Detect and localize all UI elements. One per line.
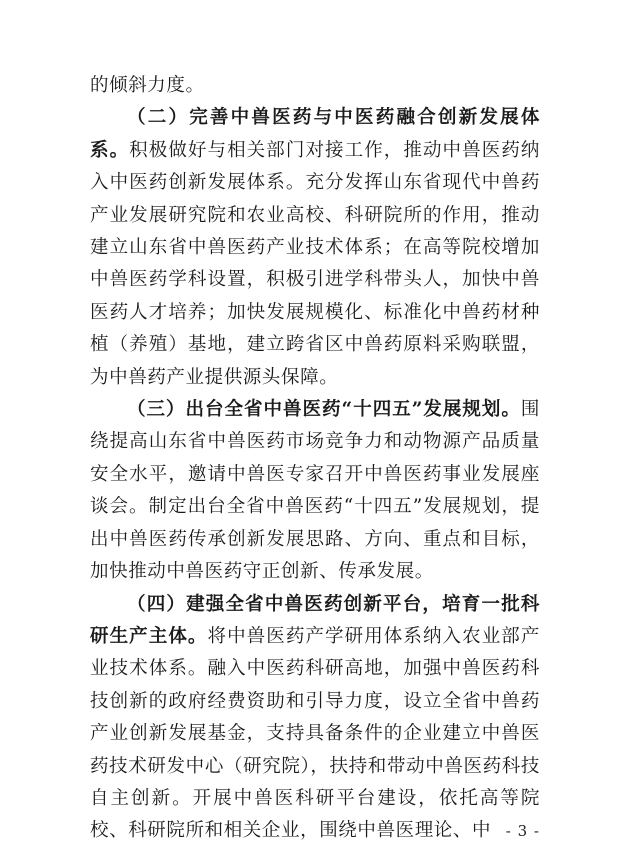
paragraph-4-text: 将中兽医药产学研用体系纳入农业部产业技术体系。融入中医药科研高地，加强中兽医药科技创新的政府经费资助和引导力度，设立全省中兽药产业创新发展基金，支持具备条件的企业建立中兽医药技术研发中心（研究院），扶持和带动中兽医药科技自主创新。开展中兽医科研平台建设，依托高等院校、科研院所和相关企业，围绕中兽医理论、中: [90, 625, 540, 842]
paragraph-3-text: 围绕提高山东省中兽医药市场竞争力和动物源产品质量安全水平，邀请中兽医专家召开中兽医药事业发展座谈会。制定出台全省中兽医药“十四五”发展规划，提出中兽医药传承创新发展思路、方向、重点和目标，加快推动中兽医药守正创新、传承发展。: [90, 399, 540, 583]
paragraph-1: [90, 70, 540, 102]
paragraph-3: [90, 394, 540, 588]
paragraph-2-text: 积极做好与相关部门对接工作，推动中兽医药纳入中医药创新发展体系。充分发挥山东省现代中兽药产业发展研究院和农业高校、科研院所的作用，推动建立山东省中兽医药产业技术体系；在高等院校增加中兽医药学科设置，积极引进学科带头人，加快中兽医药人才培养；加快发展规模化、标准化中兽药材种植（养殖）基地，建立跨省区中兽药原料采购联盟，为中兽药产业提供源头保障。: [90, 139, 540, 388]
body-text: [90, 70, 540, 848]
section-heading-3: （三）出台全省中兽医药“十四五”发展规划。: [127, 399, 521, 421]
paragraph-4: [90, 589, 540, 848]
paragraph-2: [90, 102, 540, 394]
paragraph-1-text: 的倾斜力度。: [90, 75, 205, 96]
section-heading-4: （四）建强全省中兽医药创新平台，培育一批科研生产主体。: [90, 593, 540, 647]
page-number: - 3 -: [505, 822, 540, 840]
section-heading-2: （二）完善中兽医药与中医药融合创新发展体系。: [90, 107, 540, 161]
